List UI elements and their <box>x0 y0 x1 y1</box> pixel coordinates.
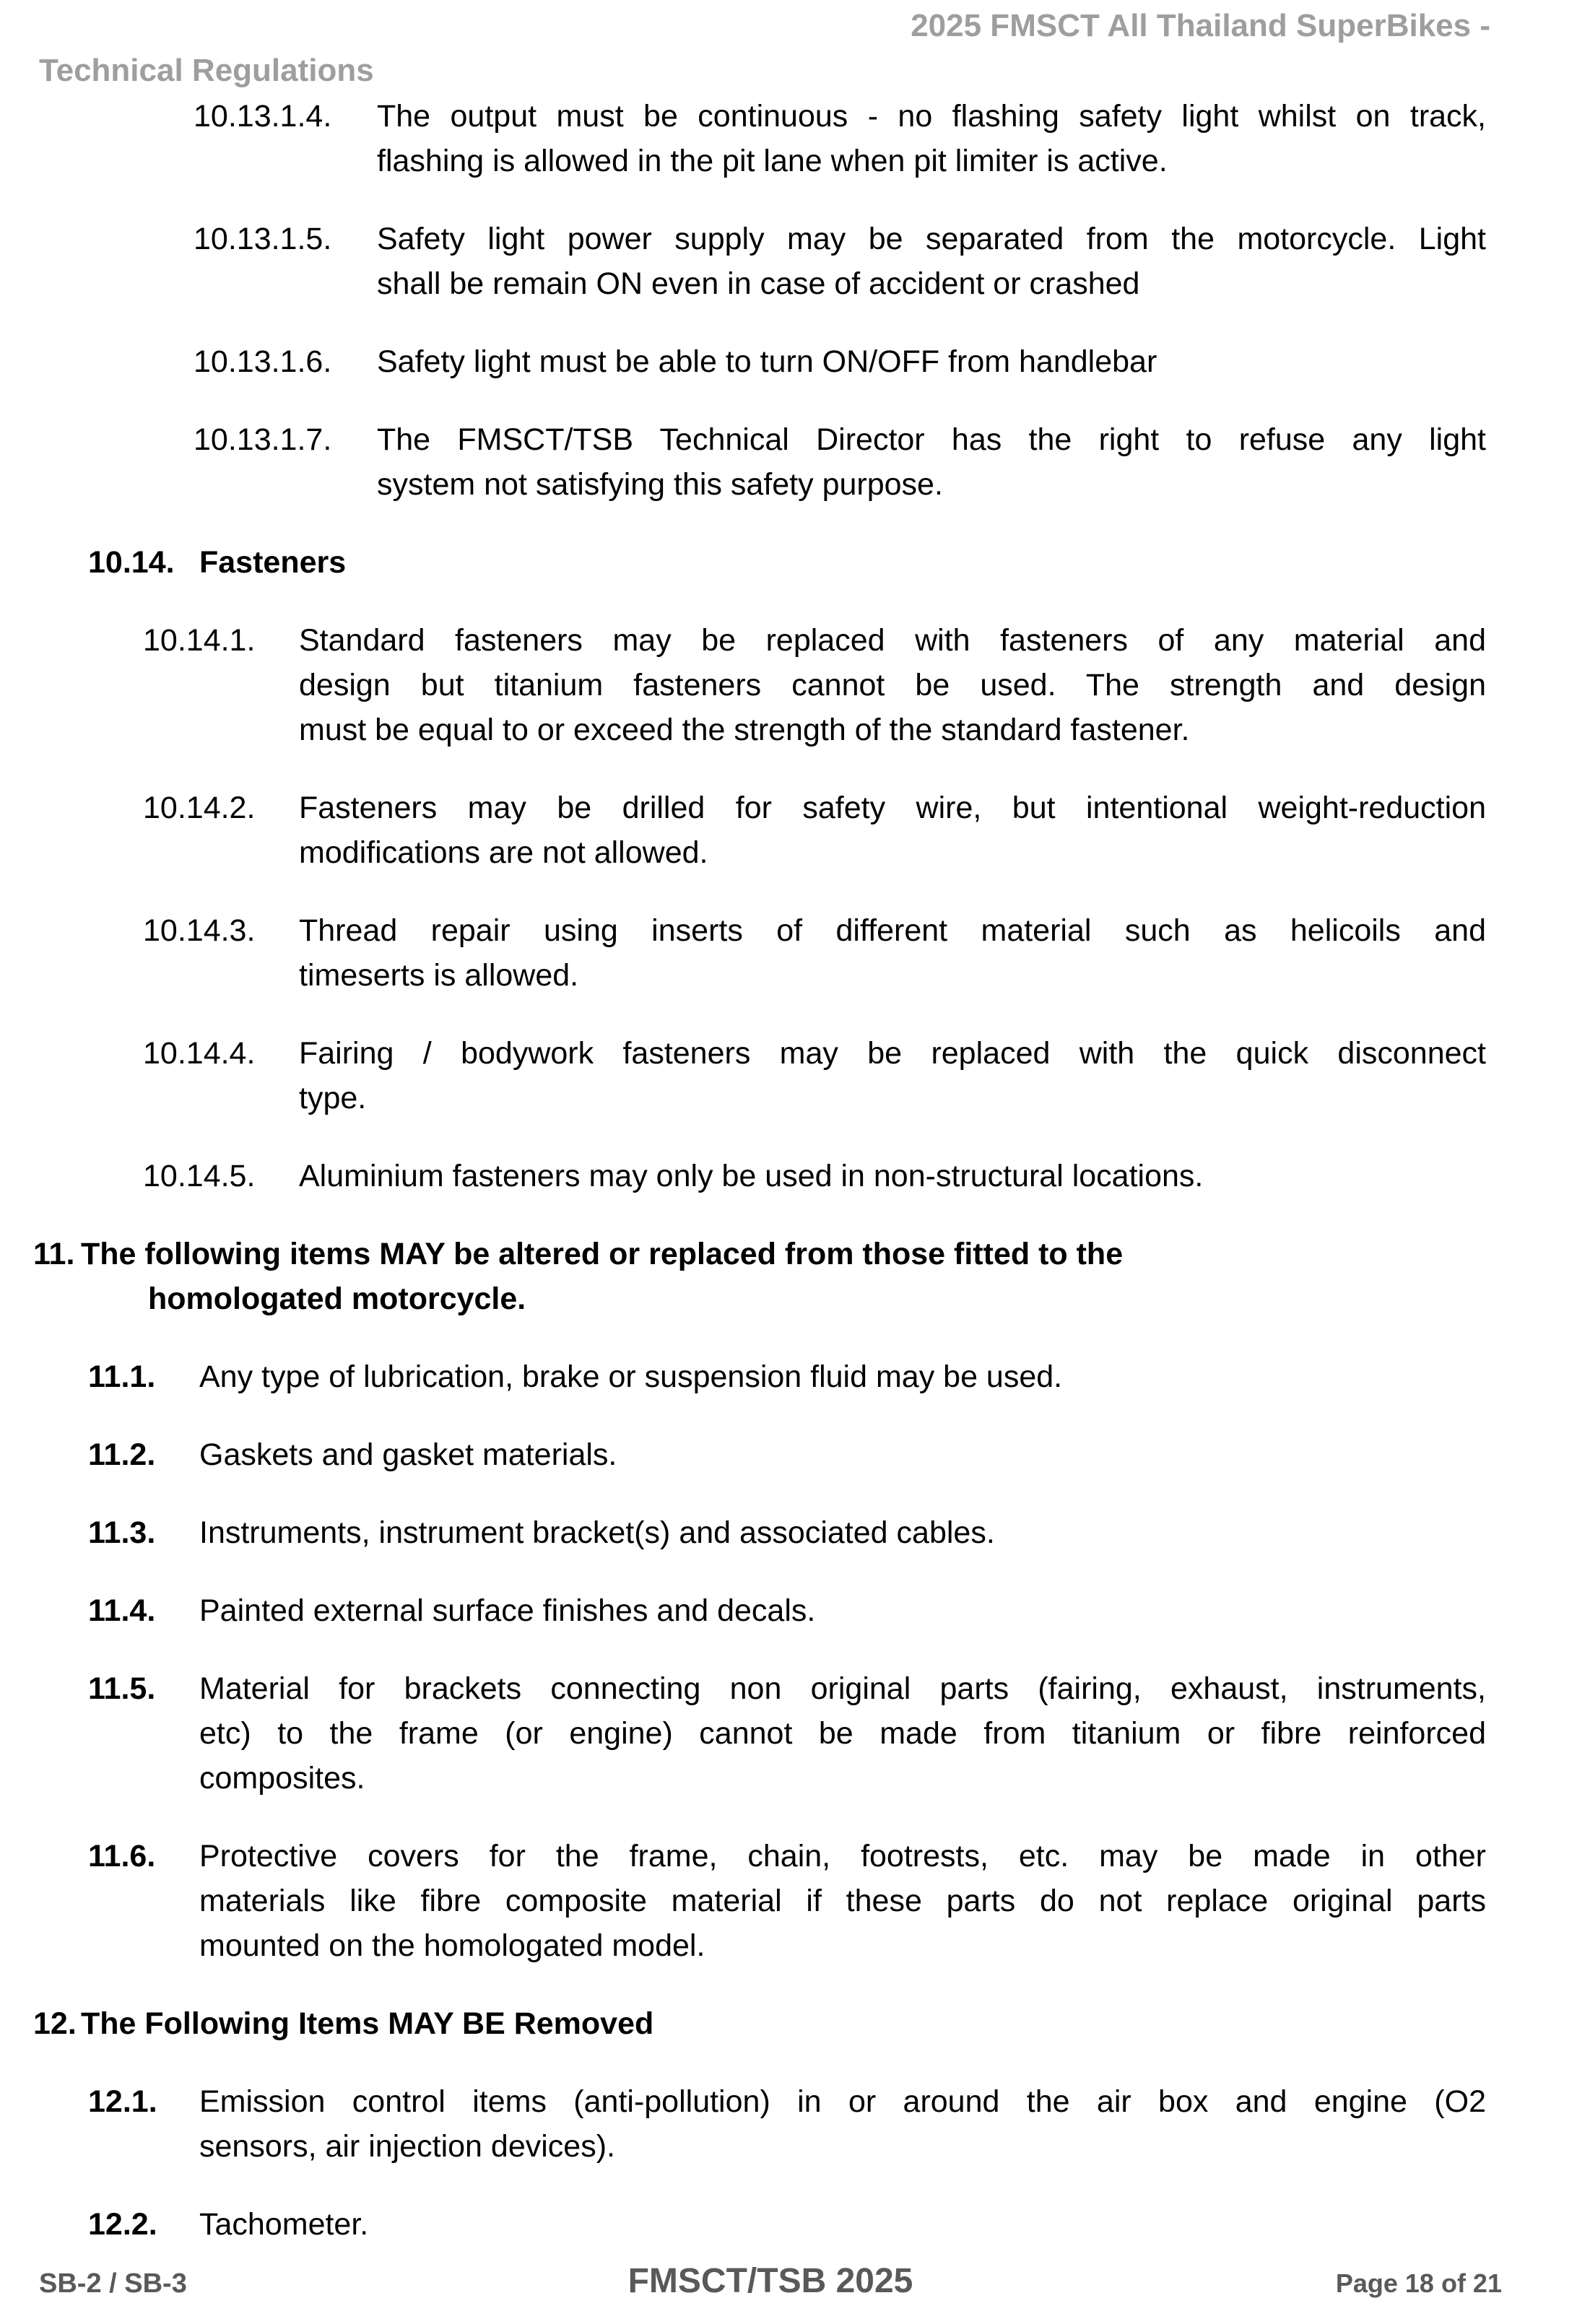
text-line: composites. <box>199 1761 365 1796</box>
text-line: Safety light power supply may be separated from the motorcycle. Light <box>377 222 1486 256</box>
item-number: 11.1. <box>88 1359 156 1394</box>
heading-text: The Following Items MAY BE Removed <box>81 2006 654 2041</box>
item-10-14-1 <box>143 618 1486 752</box>
text-line: system not satisfying this safety purpose. <box>377 467 943 502</box>
header-title-left: Technical Regulations <box>39 53 374 88</box>
text-line: design but titanium fasteners cannot be used. The strength and design <box>299 668 1486 702</box>
item-11-2 <box>88 1432 1486 1477</box>
text-line: type. <box>299 1081 367 1115</box>
item-number: 10.14.2. <box>143 791 256 825</box>
text-line: Material for brackets connecting non original parts (fairing, exhaust, instruments, <box>199 1671 1486 1706</box>
text-line: modifications are not allowed. <box>299 835 708 870</box>
item-10-13-1-7 <box>194 417 1486 507</box>
header-title-right: 2025 FMSCT All Thailand SuperBikes - <box>911 8 1490 43</box>
text-line: Painted external surface finishes and decals. <box>199 1593 816 1628</box>
item-number: 10.14.4. <box>143 1036 256 1071</box>
footer-page-number: Page 18 of 21 <box>1335 2268 1502 2298</box>
text-line: shall be remain ON even in case of accident or crashed <box>377 266 1140 301</box>
text-line: Fairing / bodywork fasteners may be replaced with the quick disconnect <box>299 1036 1486 1071</box>
page-footer <box>39 2261 1502 2301</box>
item-10-14-4 <box>143 1031 1486 1120</box>
item-number: 10.13.1.6. <box>194 344 332 379</box>
item-10-13-1-4 <box>194 94 1486 183</box>
text-line: Protective covers for the frame, chain, footrests, etc. may be made in other <box>199 1839 1486 1873</box>
text-line: Any type of lubrication, brake or suspension fluid may be used. <box>199 1359 1063 1394</box>
heading-number: 12. <box>33 2006 77 2041</box>
text-line: The FMSCT/TSB Technical Director has the right to refuse any light <box>377 422 1486 457</box>
item-number: 11.5. <box>88 1671 156 1706</box>
item-10-14-3 <box>143 908 1486 998</box>
item-number: 12.1. <box>88 2084 157 2119</box>
item-number: 11.4. <box>88 1593 156 1628</box>
text-line: must be equal to or exceed the strength of the standard fastener. <box>299 713 1190 747</box>
text-line: Instruments, instrument bracket(s) and associated cables. <box>199 1515 995 1550</box>
heading-number: 11. <box>33 1237 75 1271</box>
item-11-3 <box>88 1510 1486 1555</box>
item-number: 10.14.5. <box>143 1159 256 1193</box>
text-line: materials like fibre composite material if these parts do not replace original parts <box>199 1884 1486 1918</box>
item-11-5 <box>88 1666 1486 1801</box>
item-number: 11.3. <box>88 1515 156 1550</box>
item-12-2 <box>88 2202 1486 2247</box>
text-line: Gaskets and gasket materials. <box>199 1437 617 1472</box>
text-line: The output must be continuous - no flashing safety light whilst on track, <box>377 99 1486 134</box>
heading-12 <box>33 2001 1486 2046</box>
text-line: flashing is allowed in the pit lane when pit limiter is active. <box>377 144 1168 178</box>
text-line: mounted on the homologated model. <box>199 1928 705 1963</box>
item-number: 10.13.1.7. <box>194 422 332 457</box>
item-number: 10.14.1. <box>143 623 256 658</box>
heading-10-14-fasteners <box>88 540 1486 585</box>
item-11-4 <box>88 1588 1486 1633</box>
text-line: Aluminium fasteners may only be used in non-structural locations. <box>299 1159 1204 1193</box>
item-10-13-1-5 <box>194 217 1486 306</box>
item-number: 10.13.1.4. <box>194 99 332 134</box>
item-number: 11.2. <box>88 1437 156 1472</box>
heading-number: 10.14. <box>88 545 175 580</box>
text-line: Standard fasteners may be replaced with fasteners of any material and <box>299 623 1486 658</box>
heading-text: homologated motorcycle. <box>148 1281 526 1316</box>
heading-text: Fasteners <box>199 545 347 580</box>
item-12-1 <box>88 2079 1486 2169</box>
heading-text: The following items MAY be altered or replaced from those fitted to the <box>81 1237 1124 1271</box>
text-line: Safety light must be able to turn ON/OFF from handlebar <box>377 344 1157 379</box>
text-line: Thread repair using inserts of different material such as helicoils and <box>299 913 1486 948</box>
item-number: 10.14.3. <box>143 913 256 948</box>
footer-doc-code: SB-2 / SB-3 <box>39 2268 187 2299</box>
text-line: Tachometer. <box>199 2207 369 2242</box>
item-10-14-5 <box>143 1154 1486 1198</box>
footer-org-year: FMSCT/TSB 2025 <box>627 2262 913 2300</box>
document-body <box>0 94 1577 2280</box>
item-11-1 <box>88 1354 1486 1399</box>
item-11-6 <box>88 1834 1486 1968</box>
text-line: etc) to the frame (or engine) cannot be made from titanium or fibre reinforced <box>199 1716 1486 1751</box>
text-line: Fasteners may be drilled for safety wire, but intentional weight-reduction <box>299 791 1486 825</box>
item-10-14-2 <box>143 785 1486 875</box>
item-number: 11.6. <box>88 1839 156 1873</box>
text-line: timeserts is allowed. <box>299 958 579 993</box>
item-number: 10.13.1.5. <box>194 222 332 256</box>
text-line: sensors, air injection devices). <box>199 2129 615 2164</box>
item-10-13-1-6 <box>194 339 1486 384</box>
item-number: 12.2. <box>88 2207 157 2242</box>
text-line: Emission control items (anti-pollution) in or around the air box and engine (O2 <box>199 2084 1486 2119</box>
heading-11 <box>33 1232 1486 1321</box>
